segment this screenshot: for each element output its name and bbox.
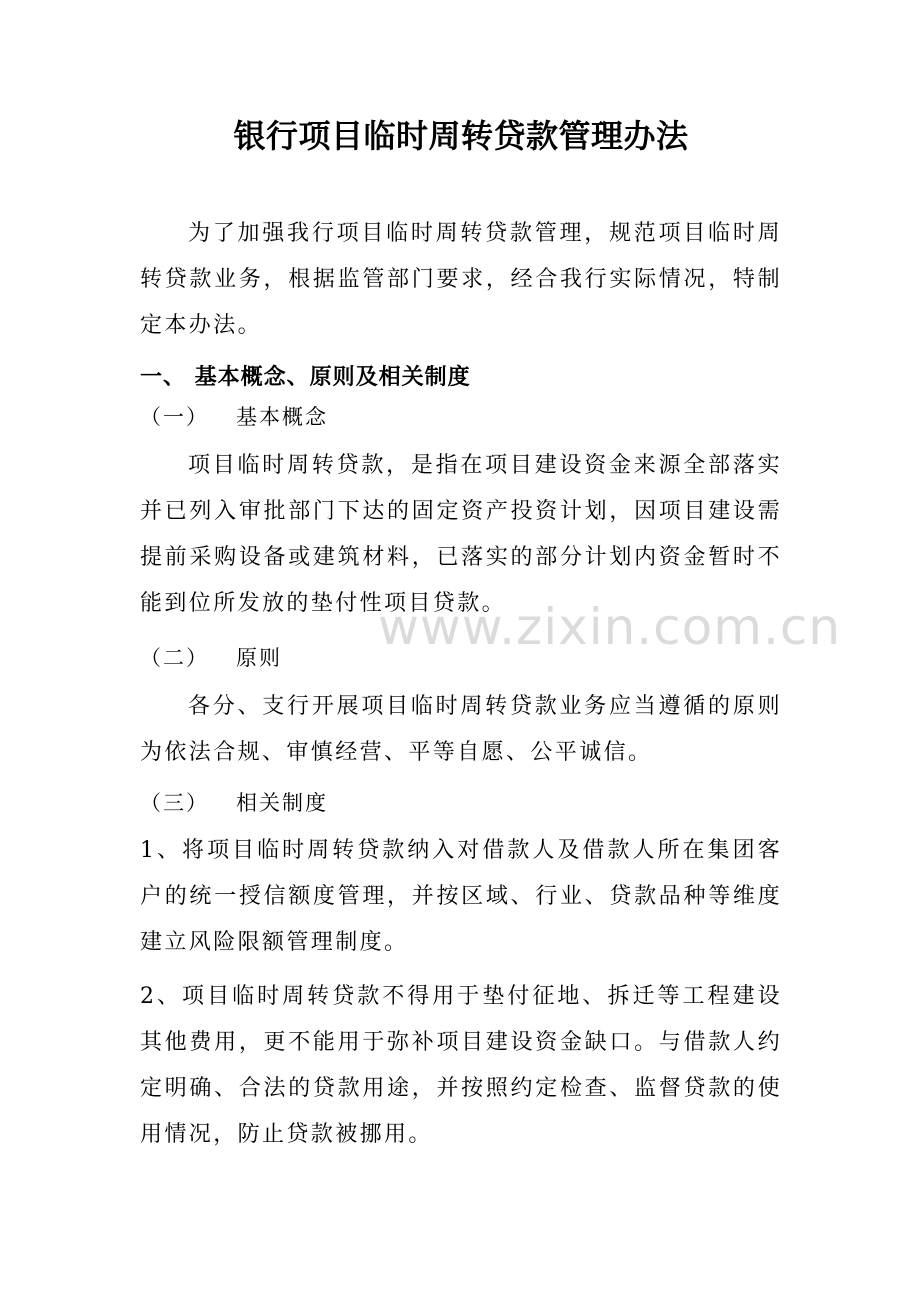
intro-paragraph: 为了加强我行项目临时周转贷款管理，规范项目临时周转贷款业务，根据监管部门要求，经合我行实际情况，特制定本办法。 — [140, 221, 782, 338]
subsection-number: （三） — [140, 791, 209, 815]
subsection-heading-concept — [140, 399, 782, 435]
subsection-title: 原则 — [236, 646, 282, 670]
section-heading-1: 一、 基本概念、原则及相关制度 — [140, 365, 471, 390]
subsection-number: （二） — [140, 646, 209, 670]
rule-item-2: 2、项目临时周转贷款不得用于垫付征地、拆迁等工程建设其他费用，更不能用于弥补项目建设资金缺口。与借款人约定明确、合法的贷款用途，并按照约定检查、监督贷款的使用情况，防止贷款被挪用。 — [140, 984, 782, 1147]
document-title: 银行项目临时周转贷款管理办法 — [233, 117, 689, 155]
watermark: www.zixin.com.cn — [378, 598, 842, 656]
rule-item-1: 1、将项目临时周转贷款纳入对借款人及借款人所在集团客户的统一授信额度管理，并按区域、行业、贷款品种等维度建立风险限额管理制度。 — [140, 838, 782, 955]
subsection-heading-rules — [140, 785, 782, 821]
principle-paragraph: 各分、支行开展项目临时周转贷款业务应当遵循的原则为依法合规、审慎经营、平等自愿、公平诚信。 — [140, 694, 782, 765]
subsection-heading-principle — [140, 640, 782, 676]
subsection-title: 基本概念 — [236, 405, 328, 429]
concept-paragraph: 项目临时周转贷款，是指在项目建设资金来源全部落实并已列入审批部门下达的固定资产投资计划，因项目建设需提前采购设备或建筑材料，已落实的部分计划内资金暂时不能到位所发放的垫付性项目贷款。 — [140, 453, 782, 616]
subsection-number: （一） — [140, 405, 209, 429]
subsection-title: 相关制度 — [236, 791, 328, 815]
